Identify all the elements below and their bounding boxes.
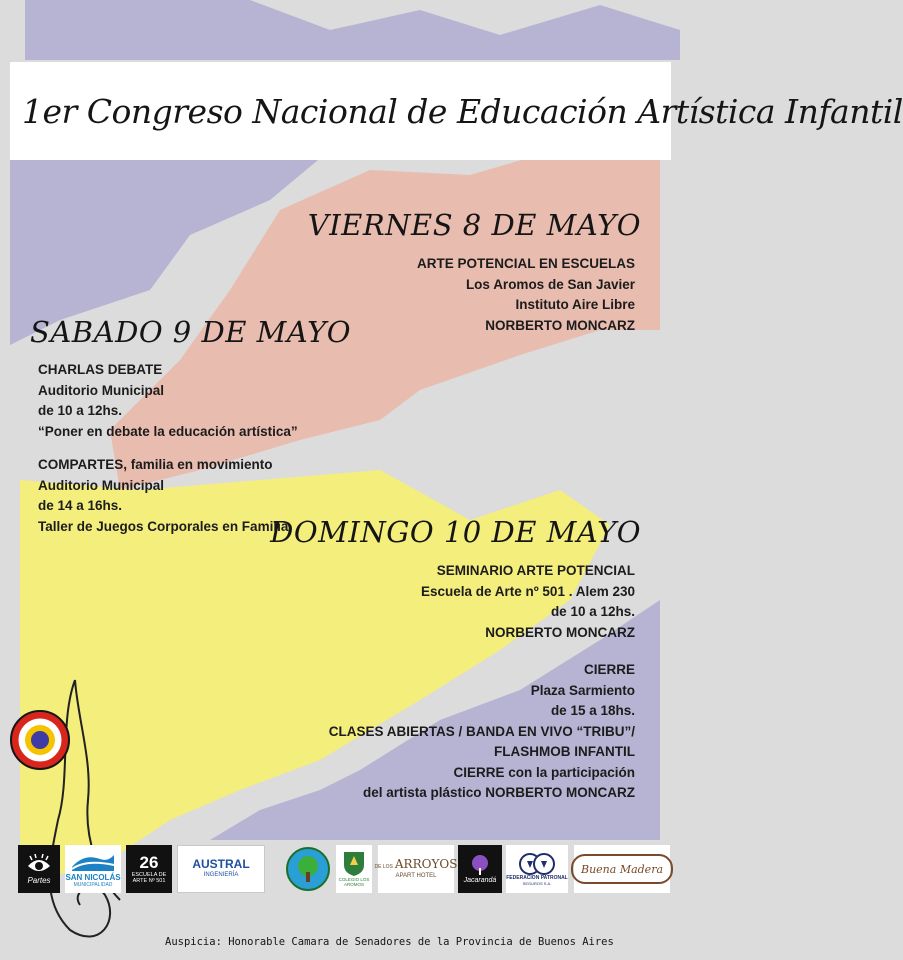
sunday-closing-last — [329, 783, 635, 804]
arroyos-pre: DE LOS — [374, 864, 393, 870]
saturday-heading: SABADO 9 DE MAYO — [30, 315, 351, 349]
sunday-seminar-line: SEMINARIO ARTE POTENCIAL — [436, 563, 635, 578]
compartes-rest: familia en movimiento — [127, 457, 273, 472]
federacion-label: FEDERACION PATRONAL — [506, 874, 568, 881]
shield-icon — [343, 851, 365, 877]
sunday-seminar-line: de 10 a 12hs. — [550, 604, 635, 619]
friday-info — [417, 254, 635, 336]
austral-logo — [177, 845, 265, 893]
partes-label: Partes — [27, 875, 51, 885]
austral-label: AUSTRAL — [192, 857, 250, 871]
san-nicolas-label: SAN NICOLÁS — [65, 872, 121, 882]
saturday-compartes-title — [38, 455, 288, 476]
saturday-debate-line: “Poner en debate la educación artística” — [38, 423, 298, 439]
escuela-label: ESCUELA DE ARTE Nº 501 — [131, 872, 167, 884]
friday-line: ARTE POTENCIAL EN ESCUELAS — [416, 256, 635, 271]
sunday-closing-line: CIERRE — [583, 662, 635, 677]
friday-line: Instituto Aire Libre — [515, 297, 635, 312]
saturday-compartes-line: Auditorio Municipal — [38, 477, 164, 493]
escuela-number: 26 — [139, 853, 159, 872]
friday-line: Los Aromos de San Javier — [465, 276, 635, 292]
friday-line: NORBERTO MONCARZ — [485, 317, 635, 333]
circle-emblem-logo — [284, 845, 332, 893]
circle-ornament-inner — [31, 731, 49, 749]
austral-sub: INGENIERÍA — [203, 872, 239, 878]
lavender-shape-top — [25, 0, 680, 60]
sunday-closing-info — [329, 660, 635, 804]
sunday-closing-line: CIERRE con la participación — [453, 764, 635, 780]
buena-madera-badge — [571, 854, 673, 884]
closing-last-lead: del artista plástico — [362, 785, 486, 800]
eye-icon — [26, 854, 52, 876]
sunday-closing-line: de 15 a 18hs. — [550, 703, 635, 718]
footer-auspicia: Auspicia: Honorable Camara de Senadores de la Provincia de Buenos Aires — [165, 936, 614, 948]
sunday-seminar-line: Escuela de Arte nº 501 . Alem 230 — [420, 583, 635, 599]
sunday-heading: DOMINGO 10 DE MAYO — [270, 515, 641, 549]
friday-heading: VIERNES 8 DE MAYO — [307, 208, 641, 242]
saturday-debate-info — [38, 360, 298, 442]
compartes-lead: COMPARTES, — [38, 457, 128, 472]
federacion-sub: SEGUROS S.A. — [522, 880, 552, 886]
saturday-compartes-line: Taller de Juegos Corporales en Familia — [38, 518, 289, 534]
federacion-emblem-icon — [519, 853, 555, 875]
san-nicolas-logo — [65, 845, 121, 893]
saturday-debate-line: CHARLAS DEBATE — [38, 362, 163, 377]
buena-madera-logo — [574, 845, 670, 893]
arroyos-title — [375, 857, 458, 872]
jacaranda-label: Jacarandá — [463, 876, 497, 884]
wave-icon — [70, 851, 116, 873]
sunday-seminar-info — [421, 561, 635, 643]
page-title: 1er Congreso Nacional de Educación Artística Infantil — [22, 92, 903, 131]
tree-icon — [469, 854, 491, 876]
saturday-compartes-line: de 14 a 16hs. — [38, 498, 123, 513]
escuela-arte-logo — [126, 845, 172, 893]
saturday-debate-line: de 10 a 12hs. — [38, 403, 123, 418]
arroyos-sub: APART HOTEL — [395, 873, 437, 879]
sunday-closing-line: CLASES ABIERTAS / BANDA EN VIVO “TRIBU”/ — [328, 723, 635, 739]
closing-last-name: NORBERTO MONCARZ — [485, 785, 635, 800]
buena-madera-label: Buena Madera — [581, 863, 664, 876]
colegio-logo — [336, 845, 372, 893]
sunday-closing-line: Plaza Sarmiento — [530, 682, 635, 698]
arroyos-logo — [374, 845, 458, 893]
arroyos-label: ARROYOS — [394, 857, 458, 871]
sunday-closing-line: FLASHMOB INFANTIL — [494, 744, 635, 759]
saturday-debate-line: Auditorio Municipal — [38, 382, 164, 398]
jacaranda-logo — [458, 845, 502, 893]
federacion-logo — [506, 845, 568, 893]
partes-logo — [18, 845, 60, 893]
tree-emblem-icon — [285, 846, 331, 892]
san-nicolas-sub: MUNICIPALIDAD — [73, 881, 113, 888]
sunday-seminar-line: NORBERTO MONCARZ — [485, 624, 635, 640]
colegio-label: COLEGIO LOS AROMOS — [338, 877, 370, 887]
saturday-compartes-info — [38, 455, 288, 537]
